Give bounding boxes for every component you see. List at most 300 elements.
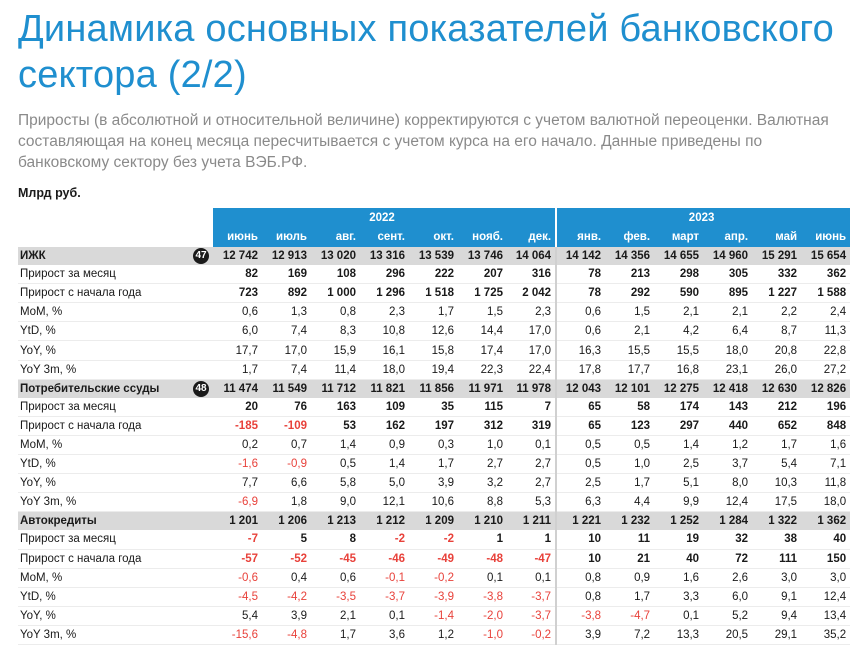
value-cell: 15,8 (409, 341, 458, 360)
value-cell: -0,1 (360, 568, 409, 587)
month-header: сент. (360, 227, 409, 247)
value-cell: 111 (752, 549, 801, 568)
row-label: Прирост с начала года (18, 416, 213, 435)
value-cell: 4,2 (654, 322, 703, 341)
value-cell: 1,5 (605, 303, 654, 322)
value-cell: 2,7 (507, 455, 556, 474)
total-cell: 12 630 (752, 379, 801, 398)
total-cell: 15 291 (752, 247, 801, 265)
value-cell: -6,9 (213, 493, 262, 512)
table-row (18, 341, 850, 360)
value-cell: 109 (360, 398, 409, 417)
value-cell: 0,2 (213, 435, 262, 454)
value-cell: 14,4 (458, 322, 507, 341)
row-label: MoM, % (18, 435, 213, 454)
value-cell: 13,3 (654, 625, 703, 644)
value-cell: 1,5 (458, 303, 507, 322)
group-name: ИЖК (20, 250, 46, 263)
table-row (18, 322, 850, 341)
value-cell: 123 (605, 416, 654, 435)
value-cell: 38 (752, 530, 801, 549)
group-row (18, 247, 850, 265)
value-cell: 17,4 (458, 341, 507, 360)
value-cell: 2,1 (605, 322, 654, 341)
value-cell: -3,7 (507, 587, 556, 606)
total-cell: 14 064 (507, 247, 556, 265)
total-cell: 1 201 (213, 512, 262, 531)
value-cell: 8,3 (311, 322, 360, 341)
value-cell: 1,7 (605, 474, 654, 493)
value-cell: -3,7 (360, 587, 409, 606)
value-cell: 10 (556, 549, 605, 568)
month-header: март (654, 227, 703, 247)
total-cell: 1 232 (605, 512, 654, 531)
value-cell: 1,7 (752, 435, 801, 454)
value-cell: -7 (213, 530, 262, 549)
value-cell: 2,6 (703, 568, 752, 587)
value-cell: 65 (556, 398, 605, 417)
total-cell: 11 712 (311, 379, 360, 398)
value-cell: -48 (458, 549, 507, 568)
row-label: YoY, % (18, 474, 213, 493)
month-header: фев. (605, 227, 654, 247)
value-cell: 18,0 (801, 493, 850, 512)
year-2023: 2023 (556, 208, 850, 227)
value-cell: -1,6 (213, 455, 262, 474)
value-cell: 0,8 (556, 587, 605, 606)
value-cell: 19,4 (409, 360, 458, 379)
value-cell: 1 518 (409, 284, 458, 303)
value-cell: 0,5 (311, 455, 360, 474)
value-cell: 197 (409, 416, 458, 435)
value-cell: 9,9 (654, 493, 703, 512)
value-cell: 12,1 (360, 493, 409, 512)
value-cell: 305 (703, 265, 752, 284)
value-cell: 298 (654, 265, 703, 284)
value-cell: 5,8 (311, 474, 360, 493)
value-cell: 1,7 (409, 303, 458, 322)
value-cell: 0,9 (605, 568, 654, 587)
value-cell: -4,5 (213, 587, 262, 606)
table-row (18, 474, 850, 493)
value-cell: 0,6 (311, 568, 360, 587)
group-row (18, 512, 850, 531)
value-cell: 296 (360, 265, 409, 284)
value-cell: 8,8 (458, 493, 507, 512)
value-cell: 0,4 (262, 568, 311, 587)
total-cell: 13 539 (409, 247, 458, 265)
value-cell: 0,1 (654, 606, 703, 625)
month-header: авг. (311, 227, 360, 247)
value-cell: 1 296 (360, 284, 409, 303)
value-cell: 3,2 (458, 474, 507, 493)
total-cell: 12 101 (605, 379, 654, 398)
value-cell: 3,9 (556, 625, 605, 644)
value-cell: 19 (654, 530, 703, 549)
value-cell: 17,0 (507, 322, 556, 341)
value-cell: 0,5 (556, 435, 605, 454)
value-cell: 1,7 (409, 455, 458, 474)
total-cell: 14 960 (703, 247, 752, 265)
value-cell: 29,1 (752, 625, 801, 644)
value-cell: 1 588 (801, 284, 850, 303)
value-cell: 3,0 (801, 568, 850, 587)
value-cell: 892 (262, 284, 311, 303)
value-cell: 40 (801, 530, 850, 549)
value-cell: 895 (703, 284, 752, 303)
value-cell: 22,4 (507, 360, 556, 379)
value-cell: 17,5 (752, 493, 801, 512)
value-cell: 0,8 (556, 568, 605, 587)
value-cell: 17,7 (605, 360, 654, 379)
value-cell: 3,0 (752, 568, 801, 587)
value-cell: 10,6 (409, 493, 458, 512)
value-cell: 1,0 (458, 435, 507, 454)
value-cell: 78 (556, 284, 605, 303)
value-cell: 2,1 (703, 303, 752, 322)
value-cell: 78 (556, 265, 605, 284)
group-name: Автокредиты (20, 515, 97, 528)
value-cell: 0,6 (556, 303, 605, 322)
value-cell: 1,8 (262, 493, 311, 512)
value-cell: 5,4 (213, 606, 262, 625)
value-cell: -4,2 (262, 587, 311, 606)
value-cell: -3,9 (409, 587, 458, 606)
value-cell: 2,1 (311, 606, 360, 625)
value-cell: 5,0 (360, 474, 409, 493)
value-cell: 0,1 (458, 568, 507, 587)
row-label: MoM, % (18, 303, 213, 322)
value-cell: 22,3 (458, 360, 507, 379)
header-blank (18, 227, 213, 247)
value-cell: -109 (262, 416, 311, 435)
value-cell: 108 (311, 265, 360, 284)
value-cell: 0,6 (213, 303, 262, 322)
value-cell: 20,5 (703, 625, 752, 644)
value-cell: 17,0 (507, 341, 556, 360)
value-cell: 1,3 (262, 303, 311, 322)
value-cell: 5,3 (507, 493, 556, 512)
units-label: Млрд руб. (18, 186, 81, 200)
value-cell: 76 (262, 398, 311, 417)
value-cell: 9,4 (752, 606, 801, 625)
total-cell: 12 418 (703, 379, 752, 398)
value-cell: 7 (507, 398, 556, 417)
value-cell: 1,6 (654, 568, 703, 587)
value-cell: -45 (311, 549, 360, 568)
value-cell: 0,9 (360, 435, 409, 454)
value-cell: 3,9 (262, 606, 311, 625)
value-cell: -15,6 (213, 625, 262, 644)
group-label (18, 512, 213, 531)
month-header: июнь (213, 227, 262, 247)
value-cell: 213 (605, 265, 654, 284)
total-cell: 14 142 (556, 247, 605, 265)
value-cell: 20,8 (752, 341, 801, 360)
value-cell: 292 (605, 284, 654, 303)
page-subtitle: Приросты (в абсолютной и относительной величине) корректируются с учетом валютной переоценки. Валютная составляющая на конец месяца пересчитывается с учетом курса на его начало. Данные приведены по банковскому сектору без учета ВЭБ.РФ. (18, 112, 829, 171)
value-cell: -52 (262, 549, 311, 568)
table-row (18, 587, 850, 606)
total-cell: 12 275 (654, 379, 703, 398)
value-cell: 18,0 (360, 360, 409, 379)
value-cell: 1,7 (311, 625, 360, 644)
value-cell: 3,9 (409, 474, 458, 493)
value-cell: 21 (605, 549, 654, 568)
value-cell: -3,8 (458, 587, 507, 606)
value-cell: 8,0 (703, 474, 752, 493)
total-cell: 15 654 (801, 247, 850, 265)
value-cell: 163 (311, 398, 360, 417)
group-row (18, 379, 850, 398)
value-cell: 1 (458, 530, 507, 549)
table-row (18, 360, 850, 379)
row-label: Прирост с начала года (18, 284, 213, 303)
month-header: апр. (703, 227, 752, 247)
value-cell: 2 042 (507, 284, 556, 303)
table-row (18, 435, 850, 454)
value-cell: 362 (801, 265, 850, 284)
value-cell: 2,3 (507, 303, 556, 322)
value-cell: 222 (409, 265, 458, 284)
value-cell: -4,7 (605, 606, 654, 625)
value-cell: 72 (703, 549, 752, 568)
value-cell: 65 (556, 416, 605, 435)
value-cell: 196 (801, 398, 850, 417)
value-cell: 11,4 (311, 360, 360, 379)
value-cell: 7,4 (262, 360, 311, 379)
row-label: YoY 3m, % (18, 493, 213, 512)
value-cell: -47 (507, 549, 556, 568)
total-cell: 1 213 (311, 512, 360, 531)
group-label (18, 379, 213, 398)
value-cell: 26,0 (752, 360, 801, 379)
value-cell: 58 (605, 398, 654, 417)
group-name: Потребительские ссуды (20, 382, 160, 395)
value-cell: -0,6 (213, 568, 262, 587)
value-cell: 15,9 (311, 341, 360, 360)
value-cell: -2 (409, 530, 458, 549)
table-row (18, 549, 850, 568)
value-cell: 0,5 (605, 435, 654, 454)
value-cell: -1,4 (409, 606, 458, 625)
total-cell: 1 206 (262, 512, 311, 531)
value-cell: 5 (262, 530, 311, 549)
value-cell: 17,7 (213, 341, 262, 360)
value-cell: -0,9 (262, 455, 311, 474)
table-body (18, 247, 850, 644)
total-cell: 1 210 (458, 512, 507, 531)
month-header: июнь (801, 227, 850, 247)
value-cell: 0,6 (556, 322, 605, 341)
total-cell: 1 209 (409, 512, 458, 531)
value-cell: 2,2 (752, 303, 801, 322)
value-cell: 207 (458, 265, 507, 284)
value-cell: 6,6 (262, 474, 311, 493)
value-cell: 115 (458, 398, 507, 417)
value-cell: 169 (262, 265, 311, 284)
value-cell: 150 (801, 549, 850, 568)
row-label: YtD, % (18, 455, 213, 474)
table-row (18, 455, 850, 474)
row-label: YtD, % (18, 587, 213, 606)
value-cell: 162 (360, 416, 409, 435)
value-cell: -49 (409, 549, 458, 568)
value-cell: 11,3 (801, 322, 850, 341)
value-cell: 440 (703, 416, 752, 435)
value-cell: 5,1 (654, 474, 703, 493)
value-cell: 3,7 (703, 455, 752, 474)
table-row (18, 284, 850, 303)
value-cell: 11 (605, 530, 654, 549)
value-cell: 15,5 (654, 341, 703, 360)
row-label: Прирост с начала года (18, 549, 213, 568)
value-cell: 2,3 (360, 303, 409, 322)
total-cell: 13 316 (360, 247, 409, 265)
value-cell: 16,3 (556, 341, 605, 360)
header-blank (18, 208, 213, 227)
value-cell: 10,3 (752, 474, 801, 493)
value-cell: 174 (654, 398, 703, 417)
value-cell: 1,7 (605, 587, 654, 606)
value-cell: 32 (703, 530, 752, 549)
value-cell: 7,1 (801, 455, 850, 474)
value-cell: -3,5 (311, 587, 360, 606)
table-row (18, 568, 850, 587)
row-label: Прирост за месяц (18, 530, 213, 549)
total-cell: 1 284 (703, 512, 752, 531)
total-cell: 11 549 (262, 379, 311, 398)
table-row (18, 303, 850, 322)
total-cell: 12 742 (213, 247, 262, 265)
value-cell: 0,1 (507, 435, 556, 454)
value-cell: 1,7 (213, 360, 262, 379)
value-cell: 848 (801, 416, 850, 435)
table-row (18, 530, 850, 549)
value-cell: 13,4 (801, 606, 850, 625)
value-cell: 7,7 (213, 474, 262, 493)
value-cell: 652 (752, 416, 801, 435)
value-cell: 17,0 (262, 341, 311, 360)
table-row (18, 493, 850, 512)
value-cell: 1,4 (311, 435, 360, 454)
value-cell: 2,5 (556, 474, 605, 493)
value-cell: 35 (409, 398, 458, 417)
value-cell: 18,0 (703, 341, 752, 360)
row-label: YoY 3m, % (18, 625, 213, 644)
row-label: YoY, % (18, 341, 213, 360)
value-cell: 1,2 (703, 435, 752, 454)
value-cell: 12,6 (409, 322, 458, 341)
value-cell: 7,2 (605, 625, 654, 644)
value-cell: 3,6 (360, 625, 409, 644)
value-cell: 17,8 (556, 360, 605, 379)
month-header: нояб. (458, 227, 507, 247)
value-cell: 2,7 (458, 455, 507, 474)
value-cell: -3,8 (556, 606, 605, 625)
month-header: июль (262, 227, 311, 247)
value-cell: 8,7 (752, 322, 801, 341)
value-cell: 1,0 (605, 455, 654, 474)
value-cell: 332 (752, 265, 801, 284)
value-cell: 723 (213, 284, 262, 303)
total-cell: 11 978 (507, 379, 556, 398)
value-cell: -3,7 (507, 606, 556, 625)
value-cell: 9,0 (311, 493, 360, 512)
value-cell: -0,2 (409, 568, 458, 587)
total-cell: 1 212 (360, 512, 409, 531)
value-cell: -2 (360, 530, 409, 549)
month-header: окт. (409, 227, 458, 247)
value-cell: 1 000 (311, 284, 360, 303)
year-2022: 2022 (213, 208, 556, 227)
row-label: MoM, % (18, 568, 213, 587)
table-row (18, 398, 850, 417)
value-cell: 0,1 (507, 568, 556, 587)
row-label: YtD, % (18, 322, 213, 341)
value-cell: 1,4 (360, 455, 409, 474)
total-cell: 11 474 (213, 379, 262, 398)
value-cell: 53 (311, 416, 360, 435)
page-ref-badge: 47 (193, 248, 209, 264)
value-cell: 2,4 (801, 303, 850, 322)
value-cell: 0,7 (262, 435, 311, 454)
value-cell: 82 (213, 265, 262, 284)
value-cell: 1 725 (458, 284, 507, 303)
value-cell: 143 (703, 398, 752, 417)
value-cell: 0,3 (409, 435, 458, 454)
value-cell: 5,4 (752, 455, 801, 474)
value-cell: 12,4 (703, 493, 752, 512)
value-cell: 9,1 (752, 587, 801, 606)
value-cell: 0,1 (360, 606, 409, 625)
month-header: дек. (507, 227, 556, 247)
total-cell: 14 655 (654, 247, 703, 265)
value-cell: 20 (213, 398, 262, 417)
row-label: YoY, % (18, 606, 213, 625)
value-cell: 0,8 (311, 303, 360, 322)
value-cell: 6,0 (213, 322, 262, 341)
total-cell: 12 826 (801, 379, 850, 398)
value-cell: 1,6 (801, 435, 850, 454)
value-cell: 22,8 (801, 341, 850, 360)
total-cell: 11 971 (458, 379, 507, 398)
value-cell: 12,4 (801, 587, 850, 606)
table-row (18, 416, 850, 435)
total-cell: 1 362 (801, 512, 850, 531)
value-cell: 23,1 (703, 360, 752, 379)
page-title: Динамика основных показателей банковского сектора (2/2) (18, 8, 834, 96)
table-row (18, 606, 850, 625)
total-cell: 1 221 (556, 512, 605, 531)
value-cell: 35,2 (801, 625, 850, 644)
value-cell: 6,3 (556, 493, 605, 512)
value-cell: 2,1 (654, 303, 703, 322)
row-label: Прирост за месяц (18, 265, 213, 284)
total-cell: 1 252 (654, 512, 703, 531)
value-cell: 15,5 (605, 341, 654, 360)
value-cell: 16,8 (654, 360, 703, 379)
total-cell: 11 821 (360, 379, 409, 398)
value-cell: 319 (507, 416, 556, 435)
total-cell: 13 020 (311, 247, 360, 265)
total-cell: 14 356 (605, 247, 654, 265)
group-label (18, 247, 213, 265)
month-header-row (18, 227, 850, 247)
value-cell: 10,8 (360, 322, 409, 341)
value-cell: 3,3 (654, 587, 703, 606)
total-cell: 13 746 (458, 247, 507, 265)
